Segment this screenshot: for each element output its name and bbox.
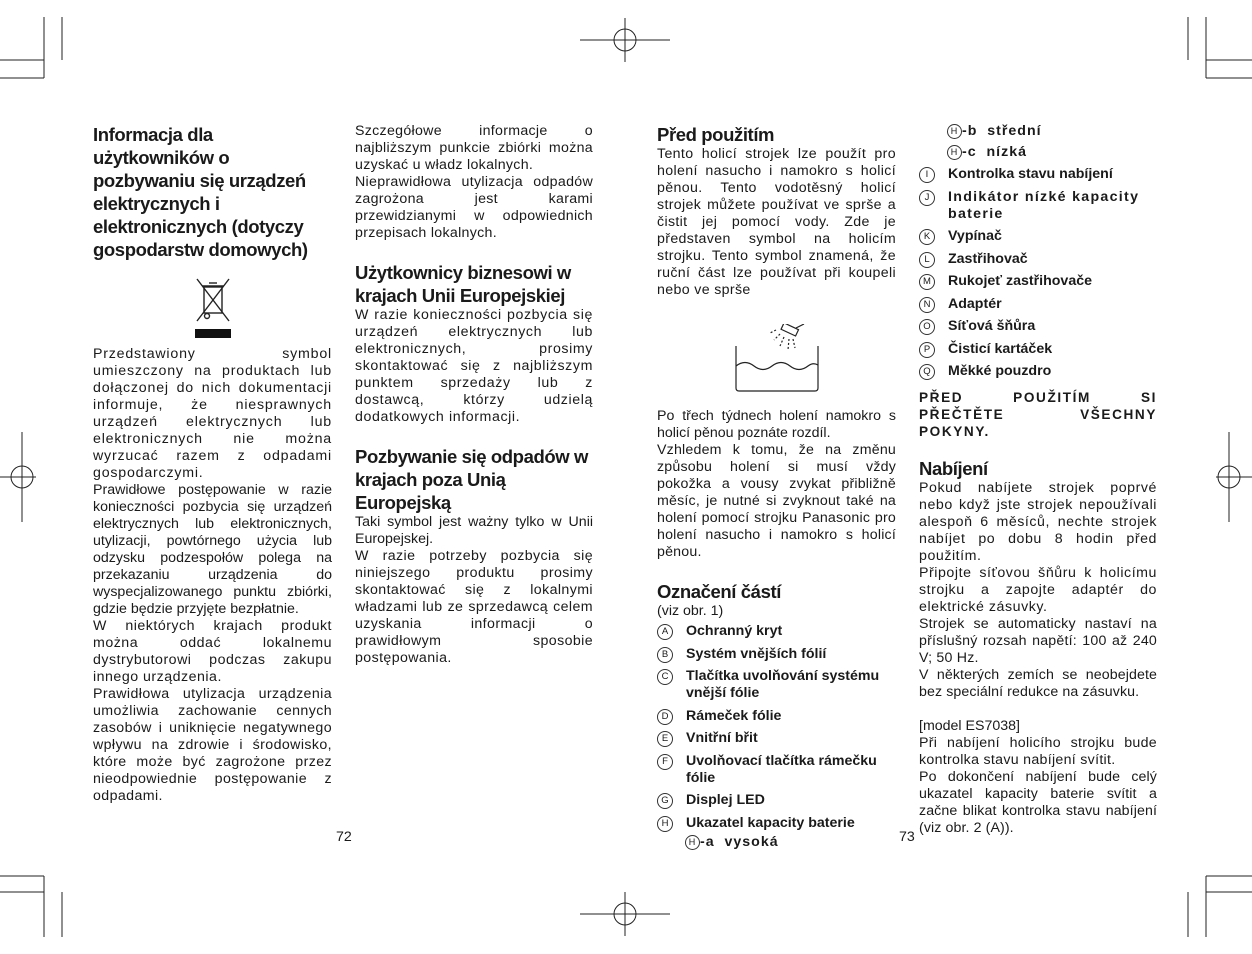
part-item: A Ochranný kryt <box>657 623 896 640</box>
part-code-circle: D <box>657 709 673 725</box>
part-item: K Vypínač <box>919 228 1157 245</box>
charging-paragraph-4: V některých zemích se neobejdete bez speciální redukce na zásuvku. <box>919 667 1157 700</box>
part-code-circle: M <box>919 274 935 290</box>
sub-part-item: H -a vysoká <box>685 834 896 851</box>
before-use-text: Tento holicí strojek lze použít pro holení nasucho i namokro s holicí pěnou. Tento vodotěsný holicí strojek můžete používat ve sprše a čistit jej pomocí vody. Zde je představen symbol na holicím strojku. Tento symbol znamená, že ruční část lze používat při koupeli nebo ve sprše <box>657 146 896 298</box>
part-code-circle: G <box>657 793 673 809</box>
weee-paragraph-1: Przedstawiony symbol umieszczony na produktach lub dołączonej do nich dokumentacji informuje, że niesprawnych urządzeń elektrycznych lub elektronicznych nie można wyrzucać razem z odpadami gospodarczymi. <box>93 346 332 481</box>
charging-heading: Nabíjení <box>919 458 988 479</box>
part-code-circle: N <box>919 297 935 313</box>
part-code-circle: O <box>919 319 935 335</box>
model-paragraph-2: Po dokončení nabíjení bude celý ukazatel kapacity baterie svítit a začne blikat kontrolka stavu nabíjení (viz obr. 2 (A)). <box>919 769 1157 836</box>
read-instructions-warning: PŘED POUŽITÍM SI PŘEČTĚTE VŠECHNY POKYNY. <box>919 390 1157 439</box>
part-code-circle: L <box>919 252 935 268</box>
part-code-circle: K <box>919 229 935 245</box>
weee-heading: Informacja dla użytkowników o pozbywaniu się urządzeń elektrycznych i elektronicznych (dotyczy gospodarstw domowych) <box>93 124 308 260</box>
right-page-column-1 <box>657 123 896 851</box>
part-item: O Síťová šňůra <box>919 318 1157 335</box>
part-code-circle: H <box>947 124 962 139</box>
part-item: C Tlačítka uvolňování systému vnější fólie <box>657 668 896 702</box>
part-code-circle: B <box>657 647 673 663</box>
weee-paragraph-2: Prawidłowe postępowanie w razie konieczności pozbycia się urządzeń elektrycznych lub elektronicznych, utylizacji, powtórnego użycia lub odzysku podzespołów polega na przekazaniu urządzenia do wyspecjalizowanego punktu zbiórki, gdzie będzie przyjęte bezpłatnie. <box>93 482 332 617</box>
penalty-paragraph: Nieprawidłowa utylizacja odpadów zagrożona jest karami przewidzianymi w odpowiednich przepisach lokalnych. <box>355 174 593 241</box>
right-page-column-2 <box>919 123 1157 837</box>
part-code-circle: Q <box>919 364 935 380</box>
part-item: M Rukojeť zastřihovače <box>919 273 1157 290</box>
part-code-circle: E <box>657 731 673 747</box>
part-code-circle: H <box>657 816 673 832</box>
part-code-circle: C <box>657 669 673 685</box>
part-code-circle: J <box>919 190 935 206</box>
business-users-heading: Użytkownicy biznesowi w krajach Unii Europejskiej <box>355 262 571 306</box>
part-item: L Zastřihovač <box>919 251 1157 268</box>
parts-reference: (viz obr. 1) <box>657 603 724 619</box>
left-page-column-1 <box>93 123 332 805</box>
outside-eu-paragraph-1: Taki symbol jest ważny tylko w Unii Europejskej. <box>355 514 593 547</box>
charging-paragraph-3: Strojek se automaticky nastaví na příslušný rozsah napětí: 100 až 240 V; 50 Hz. <box>919 616 1157 666</box>
before-use-heading: Před použitím <box>657 124 775 145</box>
page-number-right: 73 <box>899 829 915 845</box>
sub-part-item: H -b střední <box>947 123 1157 140</box>
sub-part-item: H -c nízká <box>947 144 1157 161</box>
after-three-weeks-paragraph: Po třech týdnech holení namokro s holicí pěnou poznáte rozdíl. <box>657 408 896 441</box>
outside-eu-heading: Pozbywanie się odpadów w krajach poza Unią Europejską <box>355 446 588 513</box>
part-item: G Displej LED <box>657 792 896 809</box>
part-item: E Vnitřní břit <box>657 730 896 747</box>
parts-list-a <box>657 623 896 832</box>
outside-eu-paragraph-2: W razie potrzeby pozbycia się niniejszego produktu prosimy skontaktować się z lokalnymi władzami lub ze sprzedawcą celem uzyskania informacji o prawidłowym sposobie postępowania. <box>355 548 593 666</box>
charging-paragraph-1: Pokud nabíjete strojek poprvé nebo když jste strojek nepoužívali alespoň 6 měsíců, nechte strojek nabíjet po dobu 8 hodin před použitím. <box>919 480 1157 564</box>
part-item: J Indikátor nízké kapacity baterie <box>919 189 1157 223</box>
part-item: D Rámeček fólie <box>657 708 896 725</box>
part-code-circle: F <box>657 754 673 770</box>
collection-info-paragraph: Szczegółowe informacje o najbliższym punkcie zbiórki można uzyskać u władz lokalnych. <box>355 123 593 173</box>
part-item: I Kontrolka stavu nabíjení <box>919 166 1157 183</box>
adaptation-paragraph: Vzhledem k tomu, že na změnu způsobu holení si musí vždy pokožka a vousy zvykat přibližně měsíc, je nutné si zvyknout také na holení pomocí strojku Panasonic pro holení nasucho i namokro s holicí pěnou. <box>657 442 896 560</box>
model-label: [model ES7038] <box>919 718 1020 734</box>
part-item: B Systém vnějších fólií <box>657 646 896 663</box>
business-users-text: W razie konieczności pozbycia się urządzeń elektrycznych lub elektronicznych, prosimy skontaktować się z najbliższym punktem sprzedaży lub z dostawcą, którzy udzielą dodatkowych informacji. <box>355 307 593 425</box>
parts-heading: Označení částí <box>657 581 781 602</box>
part-code-circle: A <box>657 624 673 640</box>
shower-bath-icon <box>657 324 896 394</box>
weee-paragraph-4: Prawidłowa utylizacja urządzenia umożliwia zachowanie cennych zasobów i uniknięcie negatywnego wpływu na zdrowie i środowisko, które może być zagrożone przez nieodpowiednie postępowanie z odpadami. <box>93 686 332 804</box>
part-item: P Čisticí kartáček <box>919 341 1157 358</box>
part-item: F Uvolňovací tlačítka rámečku fólie <box>657 753 896 787</box>
crossed-out-wheelie-bin-icon <box>93 273 332 341</box>
part-item: H Ukazatel kapacity baterie <box>657 815 896 832</box>
part-code-circle: P <box>919 342 935 358</box>
charging-paragraph-2: Připojte síťovou šňůru k holicímu strojku a zapojte adaptér do elektrické zásuvky. <box>919 565 1157 615</box>
left-page-column-2 <box>355 123 593 667</box>
page-number-left: 72 <box>336 829 352 845</box>
part-code-circle: I <box>919 167 935 183</box>
part-code-circle: H <box>685 835 700 850</box>
part-item: Q Měkké pouzdro <box>919 363 1157 380</box>
part-code-circle: H <box>947 145 962 160</box>
weee-paragraph-3: W niektórych krajach produkt można oddać lokalnemu dystrybutorowi podczas zakupu innego urządzenia. <box>93 618 332 685</box>
model-paragraph-1: Při nabíjení holicího strojku bude kontrolka stavu nabíjení svítit. <box>919 735 1157 768</box>
part-item: N Adaptér <box>919 296 1157 313</box>
parts-list-b <box>919 166 1157 380</box>
